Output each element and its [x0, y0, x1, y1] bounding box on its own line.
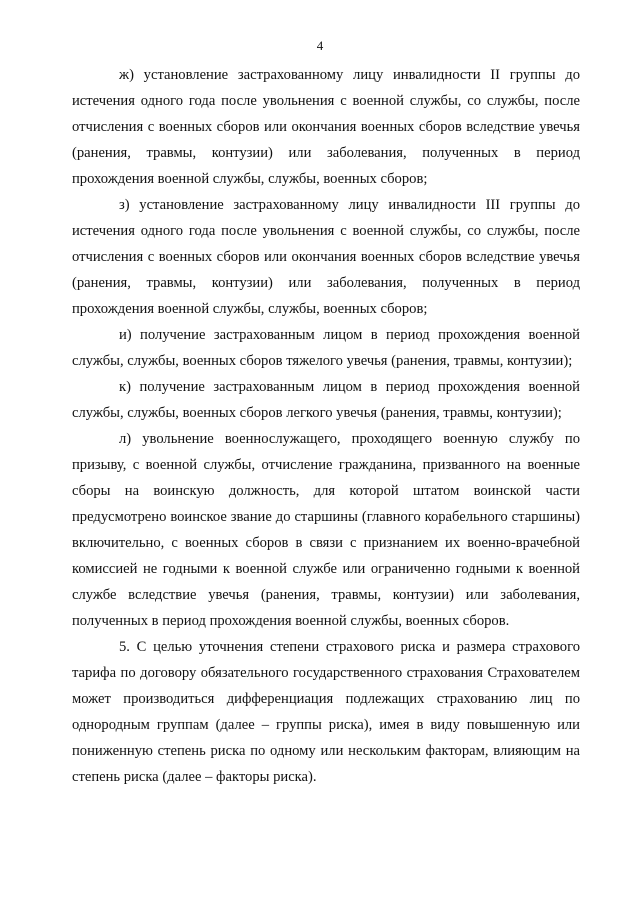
- paragraph-i: и) получение застрахованным лицом в период прохождения военной службы, службы, военных сборов тяжелого увечья (ранения, травмы, контузии);: [72, 327, 580, 369]
- document-body: [72, 62, 580, 790]
- page-number: 4: [316, 38, 324, 53]
- paragraph-k: к) получение застрахованным лицом в период прохождения военной службы, службы, военных сборов легкого увечья (ранения, травмы, контузии);: [72, 379, 580, 421]
- paragraph-z: з) установление застрахованному лицу инвалидности III группы до истечения одного года после увольнения с военной службы, со службы, после отчисления с военных сборов или окончания военных сборов вследствие увечья (ранения, травмы, контузии) или заболевания, полученных в период прохождения военной службы, службы, военных сборов;: [72, 197, 580, 317]
- paragraph-l: л) увольнение военнослужащего, проходящего военную службу по призыву, с военной службы, отчисление гражданина, призванного на военные сборы на воинскую должность, для которой штатом воинской части предусмотрено воинское звание до старшины (главного корабельного старшины) включительно, с военных сборов в связи с признанием их военно-врачебной комиссией не годными к военной службе или ограниченно годными к военной службе вследствие увечья (ранения, травмы, контузии) или заболевания, полученных в период прохождения военной службы, военных сборов.: [72, 431, 580, 629]
- paragraph-5: 5. С целью уточнения степени страхового риска и размера страхового тарифа по договору обязательного государственного страхования Страхователем может производиться дифференциация подлежащих страхованию лиц по однородным группам (далее – группы риска), имея в виду повышенную или пониженную степень риска по одному или нескольким факторам, влияющим на степень риска (далее – факторы риска).: [72, 639, 580, 785]
- paragraph-zh: ж) установление застрахованному лицу инвалидности II группы до истечения одного года после увольнения с военной службы, со службы, после отчисления с военных сборов или окончания военных сборов вследствие увечья (ранения, травмы, контузии) или заболевания, полученных в период прохождения военной службы, службы, военных сборов;: [72, 67, 580, 187]
